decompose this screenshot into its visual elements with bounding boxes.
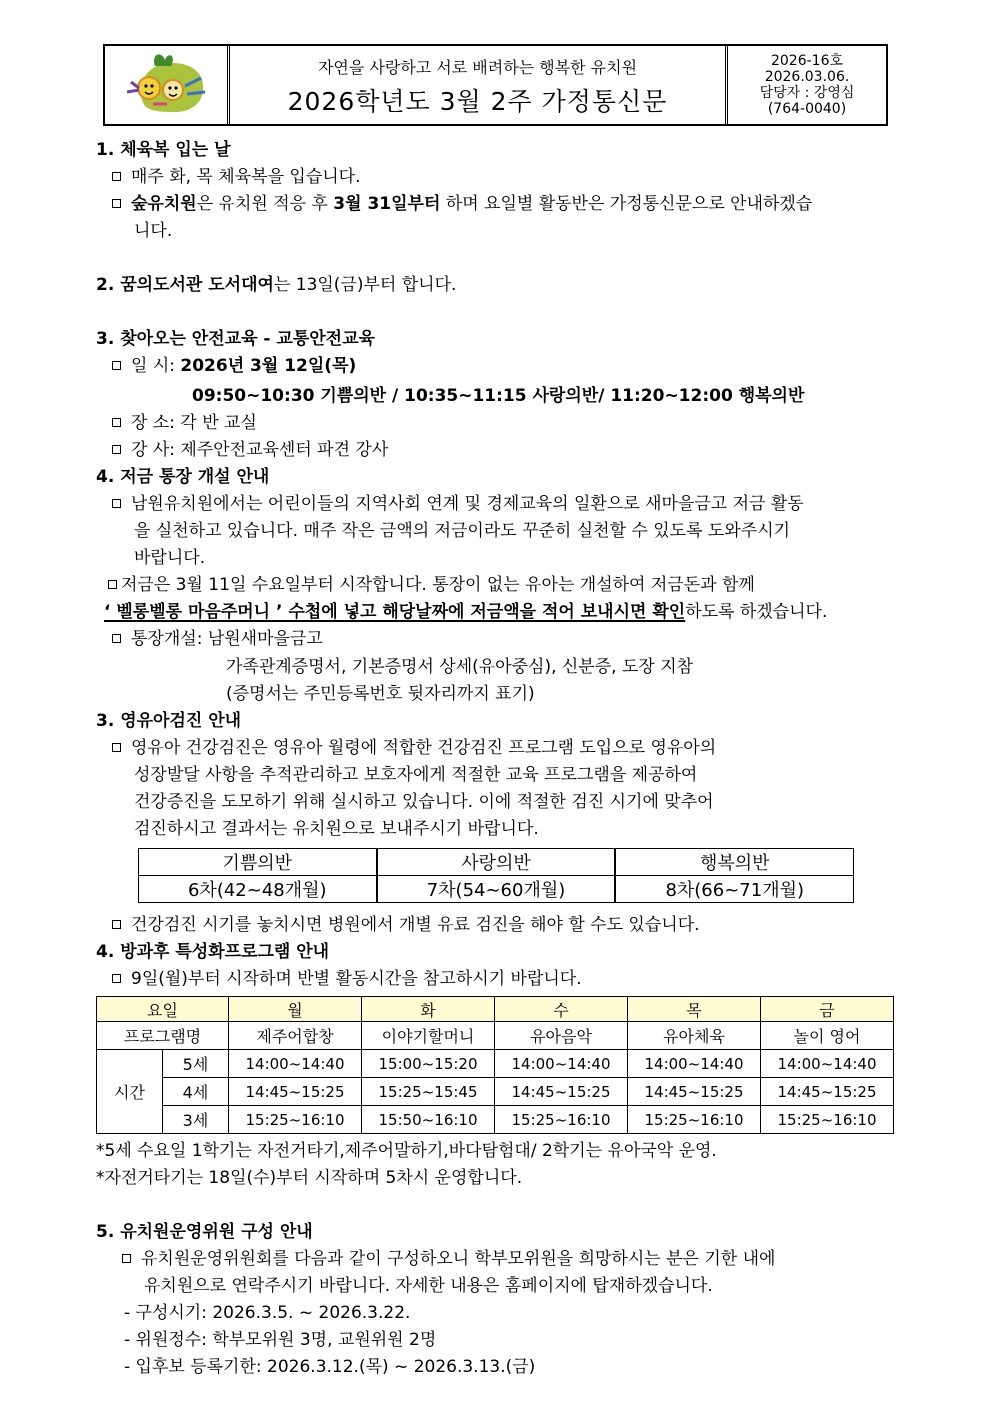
table-header: 요일 [97, 997, 229, 1022]
table-cell: 14:00~14:40 [628, 1050, 761, 1078]
kindergarten-logo [105, 46, 230, 124]
text: 을 실천하고 있습니다. 매주 작은 금액의 저금이라도 꾸준히 실천할 수 있도록 도와주시기 [134, 521, 791, 541]
text: 영유아 건강검진은 영유아 월령에 적합한 건강검진 프로그램 도입으로 영유아의 [131, 738, 717, 758]
table-header: 월 [229, 997, 362, 1022]
table-row [97, 997, 894, 1022]
bullet-icon [112, 445, 121, 454]
table-cell: 6차(42~48개월) [139, 876, 377, 903]
detail-item: - 구성시기: 2026.3.5. ~ 2026.3.22. [124, 1303, 411, 1323]
text: 건강검진 시기를 놓치시면 병원에서 개별 유료 검진을 해야 할 수도 있습니다. [131, 915, 700, 935]
text: 하며 요일별 활동반은 가정통신문으로 안내하겠습 [440, 194, 813, 214]
bullet-icon [112, 743, 121, 752]
table-header: 화 [362, 997, 495, 1022]
table-cell: 15:25~16:10 [628, 1106, 761, 1134]
bullet-icon [112, 974, 121, 983]
table-header: 목 [628, 997, 761, 1022]
text: 남원유치원에서는 어린이들의 지역사회 연계 및 경제교육의 일환으로 새마을금고 저금 활동 [131, 494, 804, 514]
text: 장 소: 각 반 교실 [131, 413, 257, 433]
table-row [97, 1106, 894, 1134]
table-row [139, 876, 854, 903]
table-cell: 놀이 영어 [761, 1022, 894, 1050]
bullet-icon [112, 920, 121, 929]
table-row [97, 1022, 894, 1050]
text: 3월 31일부터 [333, 194, 441, 214]
table-header: 수 [495, 997, 628, 1022]
table-cell: 14:00~14:40 [761, 1050, 894, 1078]
table-cell: 유아음악 [495, 1022, 628, 1050]
after-school-table [96, 996, 894, 1134]
text: 9일(월)부터 시작하며 반별 활동시간을 참고하시기 바랍니다. [131, 969, 582, 989]
table-cell: 14:45~15:25 [761, 1078, 894, 1106]
table-header: 사랑의반 [377, 849, 616, 876]
table-header: 행복의반 [615, 849, 853, 876]
section-heading: 3. 영유아검진 안내 [96, 711, 242, 731]
table-cell: 14:00~14:40 [495, 1050, 628, 1078]
manager: 담당자 : 강영심 [759, 85, 855, 101]
table-row [139, 849, 854, 876]
footnote: *5세 수요일 1학기는 자전거타기,제주어말하기,바다탐험대/ 2학기는 유아국악 운영. [96, 1141, 717, 1161]
header-meta [728, 46, 886, 124]
table-header: 시간 [97, 1050, 163, 1134]
text: 통장개설: 남원새마을금고 [131, 629, 323, 649]
text: (증명서는 주민등록번호 뒷자리까지 표기) [226, 684, 535, 704]
table-header: 금 [761, 997, 894, 1022]
text: 2. 꿈의도서관 도서대여 [96, 275, 274, 295]
section-heading: 4. 저금 통장 개설 안내 [96, 467, 270, 487]
list-item [112, 412, 257, 434]
table-cell: 이야기할머니 [362, 1022, 495, 1050]
table-header: 기쁨의반 [139, 849, 377, 876]
table-header: 프로그램명 [97, 1022, 229, 1050]
detail-item: - 위원정수: 학부모위원 3명, 교원위원 2명 [124, 1330, 437, 1350]
text: 하도록 하겠습니다. [685, 602, 828, 622]
bullet-icon [108, 580, 117, 589]
health-check-table [138, 848, 854, 903]
list-item [108, 574, 755, 596]
text: 니다. [134, 221, 173, 241]
table-cell: 14:45~15:25 [495, 1078, 628, 1106]
text: 매주 화, 목 체육복을 입습니다. [131, 167, 361, 187]
table-cell: 15:25~15:45 [362, 1078, 495, 1106]
section-heading: 1. 체육복 입는 날 [96, 140, 231, 160]
phone: (764-0040) [767, 101, 847, 117]
bullet-icon [112, 172, 121, 181]
list-item [112, 914, 700, 936]
table-row [97, 1050, 894, 1078]
bullet-icon [112, 361, 121, 370]
page-title: 2026학년도 3월 2주 가정통신문 [287, 86, 668, 116]
table-cell: 14:45~15:25 [229, 1078, 362, 1106]
table-cell: 제주어합창 [229, 1022, 362, 1050]
issue-number: 2026-16호 [770, 53, 844, 69]
section-heading: 5. 유치원운영위원 구성 안내 [96, 1222, 313, 1242]
header-box [103, 44, 888, 126]
issue-date: 2026.03.06. [764, 69, 850, 85]
text: 는 13일(금)부터 합니다. [273, 275, 457, 295]
table-cell: 14:00~14:40 [229, 1050, 362, 1078]
schedule: 09:50~10:30 기쁨의반 / 10:35~11:15 사랑의반/ 11:20~12:00 행복의반 [192, 386, 805, 406]
list-item [112, 493, 804, 515]
table-cell: 8차(66~71개월) [615, 876, 853, 903]
table-cell: 14:45~15:25 [628, 1078, 761, 1106]
list-item [112, 166, 361, 188]
list-item [112, 628, 323, 650]
section-heading: 3. 찾아오는 안전교육 - 교통안전교육 [96, 329, 375, 349]
table-cell: 15:25~16:10 [495, 1106, 628, 1134]
bullet-icon [112, 634, 121, 643]
table-cell: 15:25~16:10 [229, 1106, 362, 1134]
header-title-area [230, 46, 728, 124]
logo-icon [105, 46, 221, 124]
bullet-icon [122, 1254, 131, 1263]
text: 유치원으로 연락주시기 바랍니다. 자세한 내용은 홈페이지에 탑재하겠습니다. [144, 1276, 713, 1296]
table-cell: 유아체육 [628, 1022, 761, 1050]
text: 가족관계증명서, 기본증명서 상세(유아중심), 신분증, 도장 지참 [226, 657, 694, 677]
text: 검진하시고 결과서는 유치원으로 보내주시기 바랍니다. [134, 819, 539, 839]
table-cell: 5세 [163, 1050, 229, 1078]
text: 저금은 3월 11일 수요일부터 시작합니다. 통장이 없는 유아는 개설하여 저금돈과 함께 [121, 575, 755, 595]
list-item [122, 1248, 775, 1270]
bullet-icon [112, 418, 121, 427]
text: 2026년 3월 12일(목) [180, 356, 357, 376]
bullet-icon [112, 199, 121, 208]
table-cell: 4세 [163, 1078, 229, 1106]
text: 건강증진을 도모하기 위해 실시하고 있습니다. 이에 적절한 검진 시기에 맞추어 [134, 792, 714, 812]
list-item [112, 193, 812, 215]
text: 은 유치원 적응 후 [196, 194, 334, 214]
table-cell: 7차(54~60개월) [377, 876, 616, 903]
slogan: 자연을 사랑하고 서로 배려하는 행복한 유치원 [317, 57, 638, 77]
text: 숲유치원 [131, 194, 197, 214]
text: 강 사: 제주안전교육센터 파견 강사 [131, 440, 389, 460]
table-cell: 3세 [163, 1106, 229, 1134]
bullet-icon [112, 499, 121, 508]
text: 성장발달 사항을 추적관리하고 보호자에게 적절한 교육 프로그램을 제공하여 [134, 765, 698, 785]
footnote: *자전거타기는 18일(수)부터 시작하며 5차시 운영합니다. [96, 1168, 523, 1188]
list-item [112, 439, 388, 461]
text: 바랍니다. [134, 548, 206, 568]
table-cell: 15:25~16:10 [761, 1106, 894, 1134]
text: 일 시: [131, 356, 181, 376]
table-cell: 15:00~15:20 [362, 1050, 495, 1078]
list-item [112, 355, 356, 377]
text-line [104, 601, 827, 623]
table-cell: 15:50~16:10 [362, 1106, 495, 1134]
text: ‘ 벨롱벨롱 마음주머니 ’ 수첩에 넣고 해당날짜에 저금액을 적어 보내시면 확인 [104, 602, 686, 622]
detail-item: - 입후보 등록기한: 2026.3.12.(목) ~ 2026.3.13.(금) [124, 1357, 536, 1377]
text: 유치원운영위원회를 다음과 같이 구성하오니 학부모위원을 희망하시는 분은 기한 내에 [141, 1249, 776, 1269]
list-item [112, 968, 582, 990]
list-item [112, 737, 716, 759]
section-heading [96, 274, 456, 296]
table-row [97, 1078, 894, 1106]
section-heading: 4. 방과후 특성화프로그램 안내 [96, 942, 330, 962]
